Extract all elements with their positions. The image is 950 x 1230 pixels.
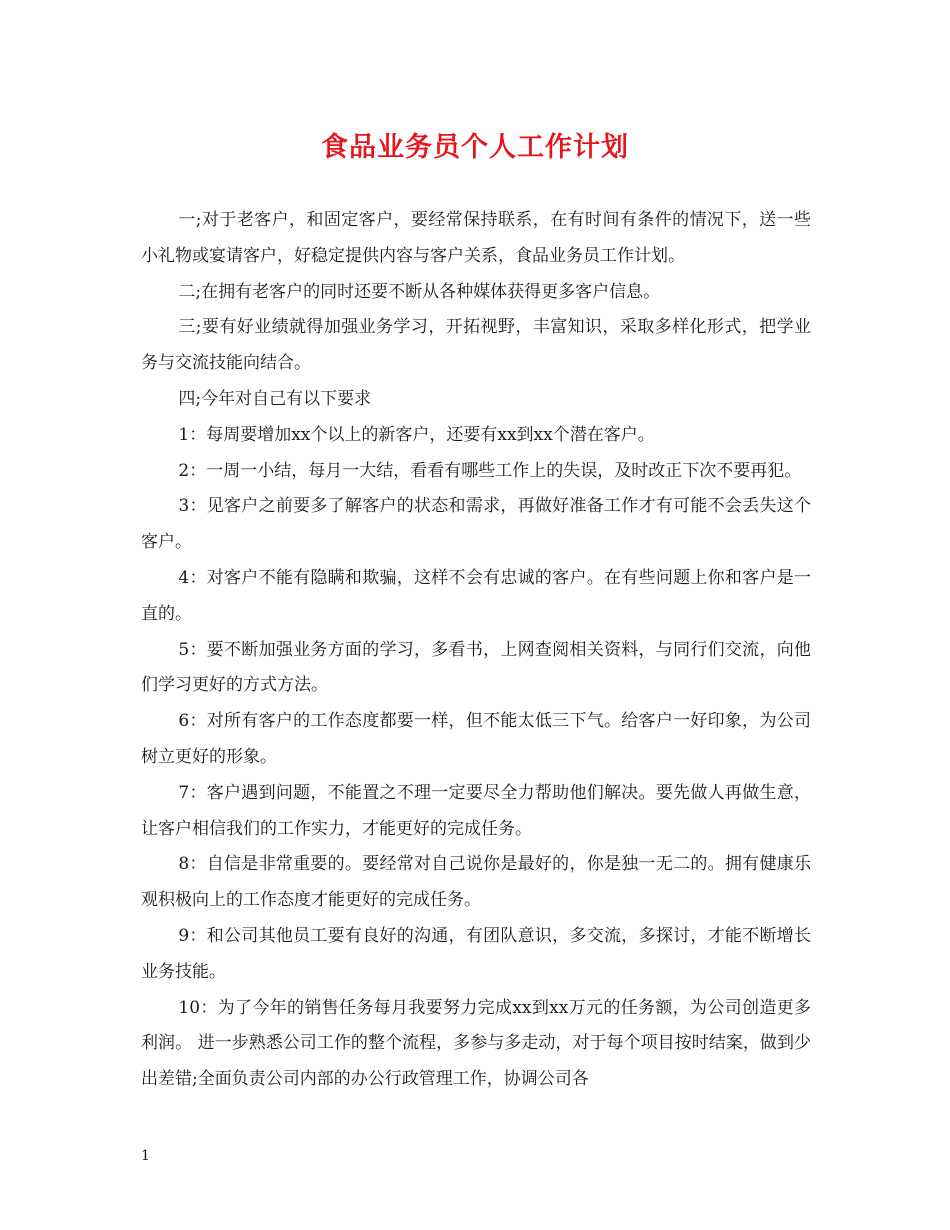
paragraph-2: 二;在拥有老客户的同时还要不断从各种媒体获得更多客户信息。: [178, 281, 661, 302]
document-body: [141, 203, 811, 1098]
paragraph-3: 三;要有好业绩就得加强业务学习，开拓视野，丰富知识，采取多样化形式，把学业务与交流技能向结合。: [141, 317, 811, 374]
list-item-5: 5：要不断加强业务方面的学习，多看书，上网查阅相关资料，与同行们交流，向他们学习更好的方式方法。: [141, 639, 811, 696]
list-item-7: 7：客户遇到问题，不能置之不理一定要尽全力帮助他们解决。要先做人再做生意，让客户相信我们的工作实力，才能更好的完成任务。: [141, 782, 811, 839]
list-item-3: 3：见客户之前要多了解客户的状态和需求，再做好准备工作才有可能不会丢失这个客户。: [141, 496, 811, 553]
paragraph-1: 一;对于老客户，和固定客户，要经常保持联系，在有时间有条件的情况下，送一些小礼物或宴请客户，好稳定提供内容与客户关系，食品业务员工作计划。: [141, 210, 811, 266]
list-item-8: 8：自信是非常重要的。要经常对自己说你是最好的，你是独一无二的。拥有健康乐观积极向上的工作态度才能更好的完成任务。: [141, 854, 811, 911]
paragraph-4: 四;今年对自己有以下要求: [178, 388, 372, 409]
list-item-10: 10：为了今年的销售任务每月我要努力完成xx到xx万元的任务额，为公司创造更多利润。 进一步熟悉公司工作的整个流程，多参与多走动，对于每个项目按时结案，做到少出差错;全面负责公司内部的办公行政管理工作，协调公司各: [141, 997, 811, 1090]
list-item-6: 6：对所有客户的工作态度都要一样，但不能太低三下气。给客户一好印象，为公司树立更好的形象。: [141, 711, 811, 767]
list-item-1: 1：每周要增加xx个以上的新客户，还要有xx到xx个潜在客户。: [178, 424, 655, 445]
document-title: 食品业务员个人工作计划: [321, 132, 629, 163]
list-item-2: 2：一周一小结，每月一大结，看看有哪些工作上的失误，及时改正下次不要再犯。: [178, 460, 802, 481]
list-item-4: 4：对客户不能有隐瞒和欺骗，这样不会有忠诚的客户。在有些问题上你和客户是一直的。: [141, 567, 811, 624]
page-number: 1: [141, 1148, 150, 1164]
list-item-9: 9：和公司其他员工要有良好的沟通，有团队意识，多交流，多探讨，才能不断增长业务技能。: [141, 925, 811, 982]
